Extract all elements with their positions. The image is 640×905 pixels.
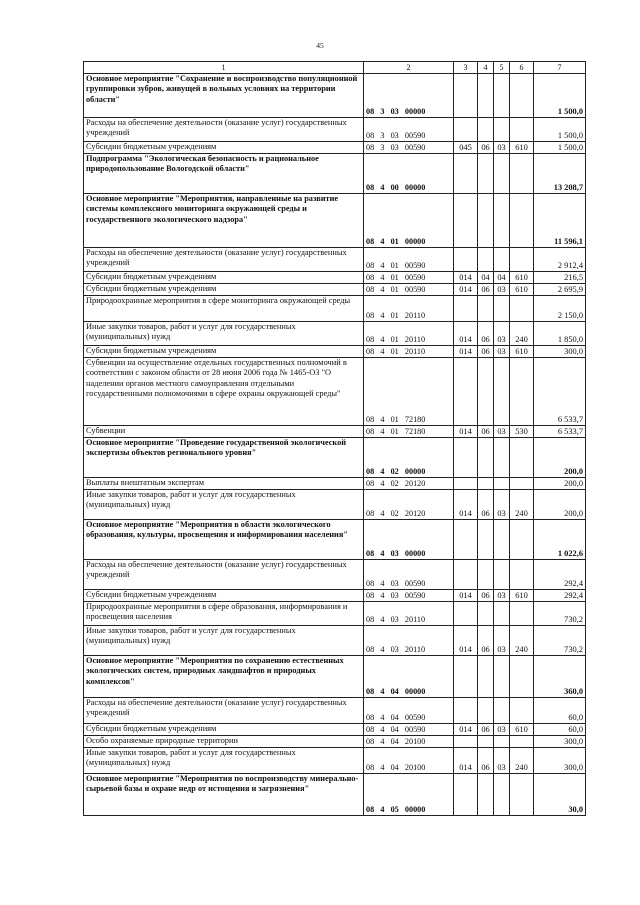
row-col4-cell: 06 bbox=[478, 284, 494, 296]
row-col4-cell bbox=[478, 194, 494, 248]
row-col6-cell bbox=[510, 602, 534, 626]
row-col4-cell: 06 bbox=[478, 626, 494, 656]
row-code-cell: 08 4 01 72180 bbox=[364, 426, 454, 438]
row-amount-cell: 360,0 bbox=[534, 656, 586, 698]
row-amount-cell: 1 500,0 bbox=[534, 74, 586, 118]
row-amount-cell: 200,0 bbox=[534, 490, 586, 520]
table-row bbox=[84, 602, 586, 626]
row-col6-cell bbox=[510, 774, 534, 816]
row-name-cell: Особо охраняемые природные территории bbox=[84, 736, 364, 748]
row-col4-cell: 06 bbox=[478, 748, 494, 774]
table-row bbox=[84, 590, 586, 602]
row-code-cell: 08 3 03 00000 bbox=[364, 74, 454, 118]
table-row bbox=[84, 358, 586, 426]
row-name-cell: Иные закупки товаров, работ и услуг для государственных (муниципальных) нужд bbox=[84, 748, 364, 774]
row-amount-cell: 6 533,7 bbox=[534, 358, 586, 426]
row-col3-cell: 014 bbox=[454, 322, 478, 346]
table-row bbox=[84, 774, 586, 816]
row-col6-cell: 240 bbox=[510, 322, 534, 346]
table-row bbox=[84, 478, 586, 490]
row-col5-cell: 03 bbox=[494, 426, 510, 438]
row-col6-cell: 240 bbox=[510, 490, 534, 520]
row-amount-cell: 2 150,0 bbox=[534, 296, 586, 322]
row-col4-cell bbox=[478, 438, 494, 478]
row-amount-cell: 300,0 bbox=[534, 748, 586, 774]
row-name-cell: Подпрограмма "Экологическая безопасность и рациональное природопользование Вологодской области" bbox=[84, 154, 364, 194]
row-amount-cell: 200,0 bbox=[534, 478, 586, 490]
row-col3-cell bbox=[454, 438, 478, 478]
table-row bbox=[84, 142, 586, 154]
row-col5-cell bbox=[494, 698, 510, 724]
row-col4-cell: 06 bbox=[478, 142, 494, 154]
row-col5-cell bbox=[494, 438, 510, 478]
row-amount-cell: 1 850,0 bbox=[534, 322, 586, 346]
row-col5-cell bbox=[494, 478, 510, 490]
row-col5-cell: 03 bbox=[494, 284, 510, 296]
row-amount-cell: 60,0 bbox=[534, 724, 586, 736]
table-body bbox=[84, 74, 586, 816]
row-amount-cell: 6 533,7 bbox=[534, 426, 586, 438]
row-amount-cell: 2 912,4 bbox=[534, 248, 586, 272]
row-col4-cell bbox=[478, 602, 494, 626]
row-code-cell: 08 4 01 00590 bbox=[364, 284, 454, 296]
row-col3-cell bbox=[454, 194, 478, 248]
table-row bbox=[84, 560, 586, 590]
table-row bbox=[84, 724, 586, 736]
table-row bbox=[84, 322, 586, 346]
row-col4-cell: 06 bbox=[478, 322, 494, 346]
row-code-cell: 08 4 05 00000 bbox=[364, 774, 454, 816]
row-code-cell: 08 4 03 00590 bbox=[364, 590, 454, 602]
row-name-cell: Иные закупки товаров, работ и услуг для государственных (муниципальных) нужд bbox=[84, 490, 364, 520]
row-col6-cell bbox=[510, 698, 534, 724]
budget-table bbox=[83, 61, 586, 816]
row-col3-cell bbox=[454, 520, 478, 560]
row-name-cell: Основное мероприятие "Сохранение и воспроизводство популяционной группировки зубров, живущей в вольных условиях на территории области" bbox=[84, 74, 364, 118]
table-row bbox=[84, 698, 586, 724]
row-col3-cell bbox=[454, 656, 478, 698]
row-col5-cell bbox=[494, 774, 510, 816]
row-amount-cell: 11 596,1 bbox=[534, 194, 586, 248]
table-row bbox=[84, 74, 586, 118]
row-name-cell: Субсидии бюджетным учреждениям bbox=[84, 346, 364, 358]
table-row bbox=[84, 748, 586, 774]
row-col3-cell bbox=[454, 154, 478, 194]
row-name-cell: Основное мероприятие "Мероприятия по воспроизводству минерально-сырьевой базы и охране недр от истощения и загрязнения" bbox=[84, 774, 364, 816]
row-col4-cell bbox=[478, 478, 494, 490]
table-row bbox=[84, 490, 586, 520]
row-col6-cell: 610 bbox=[510, 142, 534, 154]
row-col5-cell bbox=[494, 248, 510, 272]
row-col4-cell: 06 bbox=[478, 426, 494, 438]
row-col6-cell: 610 bbox=[510, 284, 534, 296]
row-code-cell: 08 4 02 20120 bbox=[364, 490, 454, 520]
row-code-cell: 08 4 03 00000 bbox=[364, 520, 454, 560]
column-header: 1 bbox=[84, 62, 364, 74]
row-col4-cell: 06 bbox=[478, 490, 494, 520]
row-col6-cell bbox=[510, 656, 534, 698]
table-row bbox=[84, 520, 586, 560]
column-header: 2 bbox=[364, 62, 454, 74]
row-code-cell: 08 4 01 20110 bbox=[364, 322, 454, 346]
table-row bbox=[84, 272, 586, 284]
row-col6-cell bbox=[510, 438, 534, 478]
row-col6-cell bbox=[510, 74, 534, 118]
row-amount-cell: 730,2 bbox=[534, 602, 586, 626]
row-col3-cell: 014 bbox=[454, 724, 478, 736]
row-amount-cell: 1 500,0 bbox=[534, 142, 586, 154]
row-code-cell: 08 3 03 00590 bbox=[364, 142, 454, 154]
row-col5-cell bbox=[494, 194, 510, 248]
row-col4-cell: 04 bbox=[478, 272, 494, 284]
row-col5-cell bbox=[494, 154, 510, 194]
table-row bbox=[84, 248, 586, 272]
table-row bbox=[84, 736, 586, 748]
row-name-cell: Расходы на обеспечение деятельности (оказание услуг) государственных учреждений bbox=[84, 698, 364, 724]
row-amount-cell: 1 022,6 bbox=[534, 520, 586, 560]
row-code-cell: 08 4 04 20100 bbox=[364, 748, 454, 774]
row-amount-cell: 300,0 bbox=[534, 736, 586, 748]
row-col6-cell bbox=[510, 478, 534, 490]
row-name-cell: Субвенции bbox=[84, 426, 364, 438]
row-col5-cell: 03 bbox=[494, 626, 510, 656]
row-col5-cell: 03 bbox=[494, 322, 510, 346]
row-col5-cell bbox=[494, 74, 510, 118]
row-col5-cell: 03 bbox=[494, 724, 510, 736]
row-col3-cell bbox=[454, 774, 478, 816]
row-col3-cell: 014 bbox=[454, 590, 478, 602]
row-name-cell: Природоохранные мероприятия в сфере образования, информирования и просвещения населения bbox=[84, 602, 364, 626]
row-col5-cell: 03 bbox=[494, 590, 510, 602]
row-col4-cell bbox=[478, 656, 494, 698]
row-amount-cell: 730,2 bbox=[534, 626, 586, 656]
column-header: 6 bbox=[510, 62, 534, 74]
row-col3-cell bbox=[454, 602, 478, 626]
row-col3-cell bbox=[454, 560, 478, 590]
row-col3-cell: 014 bbox=[454, 626, 478, 656]
row-col3-cell: 014 bbox=[454, 346, 478, 358]
row-col3-cell: 014 bbox=[454, 284, 478, 296]
row-col4-cell bbox=[478, 118, 494, 142]
table-row bbox=[84, 426, 586, 438]
row-code-cell: 08 4 01 00590 bbox=[364, 248, 454, 272]
row-code-cell: 08 4 01 20110 bbox=[364, 346, 454, 358]
row-col5-cell bbox=[494, 736, 510, 748]
table-row bbox=[84, 154, 586, 194]
row-col6-cell bbox=[510, 296, 534, 322]
row-col6-cell: 240 bbox=[510, 748, 534, 774]
row-code-cell: 08 4 03 00590 bbox=[364, 560, 454, 590]
column-header: 3 bbox=[454, 62, 478, 74]
row-col6-cell: 240 bbox=[510, 626, 534, 656]
row-col6-cell bbox=[510, 118, 534, 142]
row-name-cell: Расходы на обеспечение деятельности (оказание услуг) государственных учреждений bbox=[84, 560, 364, 590]
row-col4-cell: 06 bbox=[478, 590, 494, 602]
row-code-cell: 08 4 01 72180 bbox=[364, 358, 454, 426]
row-col4-cell bbox=[478, 774, 494, 816]
row-col4-cell: 06 bbox=[478, 724, 494, 736]
row-name-cell: Субсидии бюджетным учреждениям bbox=[84, 272, 364, 284]
row-col6-cell bbox=[510, 248, 534, 272]
row-col5-cell bbox=[494, 602, 510, 626]
row-name-cell: Субвенции на осуществление отдельных государственных полномочий в соответствии с законом области от 28 июня 2006 года № 1465-ОЗ "О наделении органов местного самоуправления отдельными государственными полномочиями в сфере охраны окружающей среды" bbox=[84, 358, 364, 426]
row-col3-cell bbox=[454, 478, 478, 490]
row-amount-cell: 292,4 bbox=[534, 590, 586, 602]
row-col5-cell: 03 bbox=[494, 490, 510, 520]
row-name-cell: Субсидии бюджетным учреждениям bbox=[84, 590, 364, 602]
row-name-cell: Основное мероприятие "Проведение государственной экологической экспертизы объектов регионального уровня" bbox=[84, 438, 364, 478]
table-row bbox=[84, 194, 586, 248]
row-col6-cell: 610 bbox=[510, 272, 534, 284]
row-amount-cell: 292,4 bbox=[534, 560, 586, 590]
row-amount-cell: 13 208,7 bbox=[534, 154, 586, 194]
row-col3-cell bbox=[454, 118, 478, 142]
table-row bbox=[84, 656, 586, 698]
row-code-cell: 08 4 04 00590 bbox=[364, 698, 454, 724]
row-col3-cell bbox=[454, 736, 478, 748]
table-row bbox=[84, 296, 586, 322]
row-col5-cell: 04 bbox=[494, 272, 510, 284]
row-amount-cell: 30,0 bbox=[534, 774, 586, 816]
row-code-cell: 08 4 04 20100 bbox=[364, 736, 454, 748]
row-code-cell: 08 4 03 20110 bbox=[364, 602, 454, 626]
row-name-cell: Основное мероприятие "Мероприятия по сохранению естественных экологических систем, природных ландшафтов и природных комплексов" bbox=[84, 656, 364, 698]
row-col4-cell: 06 bbox=[478, 346, 494, 358]
row-col5-cell bbox=[494, 358, 510, 426]
row-col3-cell: 014 bbox=[454, 748, 478, 774]
row-col4-cell bbox=[478, 154, 494, 194]
row-col5-cell: 03 bbox=[494, 346, 510, 358]
row-col6-cell bbox=[510, 194, 534, 248]
row-code-cell: 08 3 03 00590 bbox=[364, 118, 454, 142]
row-col5-cell bbox=[494, 520, 510, 560]
table-row bbox=[84, 118, 586, 142]
row-col6-cell bbox=[510, 154, 534, 194]
row-col4-cell bbox=[478, 248, 494, 272]
column-header: 5 bbox=[494, 62, 510, 74]
row-code-cell: 08 4 00 00000 bbox=[364, 154, 454, 194]
row-col3-cell bbox=[454, 74, 478, 118]
table-row bbox=[84, 346, 586, 358]
row-col4-cell bbox=[478, 74, 494, 118]
row-col3-cell: 014 bbox=[454, 272, 478, 284]
row-col5-cell: 03 bbox=[494, 142, 510, 154]
row-col6-cell: 530 bbox=[510, 426, 534, 438]
row-col5-cell: 03 bbox=[494, 748, 510, 774]
row-name-cell: Иные закупки товаров, работ и услуг для государственных (муниципальных) нужд bbox=[84, 626, 364, 656]
row-col3-cell bbox=[454, 248, 478, 272]
column-header: 7 bbox=[534, 62, 586, 74]
row-code-cell: 08 4 01 00000 bbox=[364, 194, 454, 248]
row-amount-cell: 2 695,9 bbox=[534, 284, 586, 296]
row-code-cell: 08 4 04 00000 bbox=[364, 656, 454, 698]
table-row bbox=[84, 284, 586, 296]
table-row bbox=[84, 438, 586, 478]
row-col5-cell bbox=[494, 656, 510, 698]
row-code-cell: 08 4 04 00590 bbox=[364, 724, 454, 736]
row-name-cell: Основное мероприятие "Мероприятия, направленные на развитие системы комплексного мониторинга окружающей среды и государственного экологического надзора" bbox=[84, 194, 364, 248]
row-name-cell: Субсидии бюджетным учреждениям bbox=[84, 142, 364, 154]
row-col6-cell: 610 bbox=[510, 590, 534, 602]
row-col5-cell bbox=[494, 118, 510, 142]
row-col3-cell: 045 bbox=[454, 142, 478, 154]
row-name-cell: Основное мероприятие "Мероприятия в области экологического образования, культуры, просвещения и информирования населения" bbox=[84, 520, 364, 560]
page-number: 45 bbox=[316, 41, 324, 50]
row-name-cell: Иные закупки товаров, работ и услуг для государственных (муниципальных) нужд bbox=[84, 322, 364, 346]
row-name-cell: Субсидии бюджетным учреждениям bbox=[84, 284, 364, 296]
row-amount-cell: 216,5 bbox=[534, 272, 586, 284]
row-code-cell: 08 4 02 20120 bbox=[364, 478, 454, 490]
row-col4-cell bbox=[478, 358, 494, 426]
row-col3-cell bbox=[454, 358, 478, 426]
row-col6-cell: 610 bbox=[510, 346, 534, 358]
row-col3-cell bbox=[454, 698, 478, 724]
row-col4-cell bbox=[478, 560, 494, 590]
row-col4-cell bbox=[478, 698, 494, 724]
table-row bbox=[84, 626, 586, 656]
row-col3-cell bbox=[454, 296, 478, 322]
row-amount-cell: 300,0 bbox=[534, 346, 586, 358]
row-col6-cell bbox=[510, 736, 534, 748]
row-amount-cell: 60,0 bbox=[534, 698, 586, 724]
row-col6-cell bbox=[510, 520, 534, 560]
row-name-cell: Выплаты внештатным экспертам bbox=[84, 478, 364, 490]
row-col6-cell: 610 bbox=[510, 724, 534, 736]
row-name-cell: Расходы на обеспечение деятельности (оказание услуг) государственных учреждений bbox=[84, 118, 364, 142]
row-name-cell: Расходы на обеспечение деятельности (оказание услуг) государственных учреждений bbox=[84, 248, 364, 272]
row-code-cell: 08 4 01 20110 bbox=[364, 296, 454, 322]
row-name-cell: Субсидии бюджетным учреждениям bbox=[84, 724, 364, 736]
row-code-cell: 08 4 02 00000 bbox=[364, 438, 454, 478]
row-col4-cell bbox=[478, 736, 494, 748]
column-number-row bbox=[84, 62, 586, 74]
row-col6-cell bbox=[510, 560, 534, 590]
row-name-cell: Природоохранные мероприятия в сфере мониторинга окружающей среды bbox=[84, 296, 364, 322]
row-code-cell: 08 4 01 00590 bbox=[364, 272, 454, 284]
row-col3-cell: 014 bbox=[454, 490, 478, 520]
column-header: 4 bbox=[478, 62, 494, 74]
row-col5-cell bbox=[494, 296, 510, 322]
row-code-cell: 08 4 03 20110 bbox=[364, 626, 454, 656]
row-amount-cell: 200,0 bbox=[534, 438, 586, 478]
row-col4-cell bbox=[478, 296, 494, 322]
row-col5-cell bbox=[494, 560, 510, 590]
row-col4-cell bbox=[478, 520, 494, 560]
row-amount-cell: 1 500,0 bbox=[534, 118, 586, 142]
row-col3-cell: 014 bbox=[454, 426, 478, 438]
row-col6-cell bbox=[510, 358, 534, 426]
